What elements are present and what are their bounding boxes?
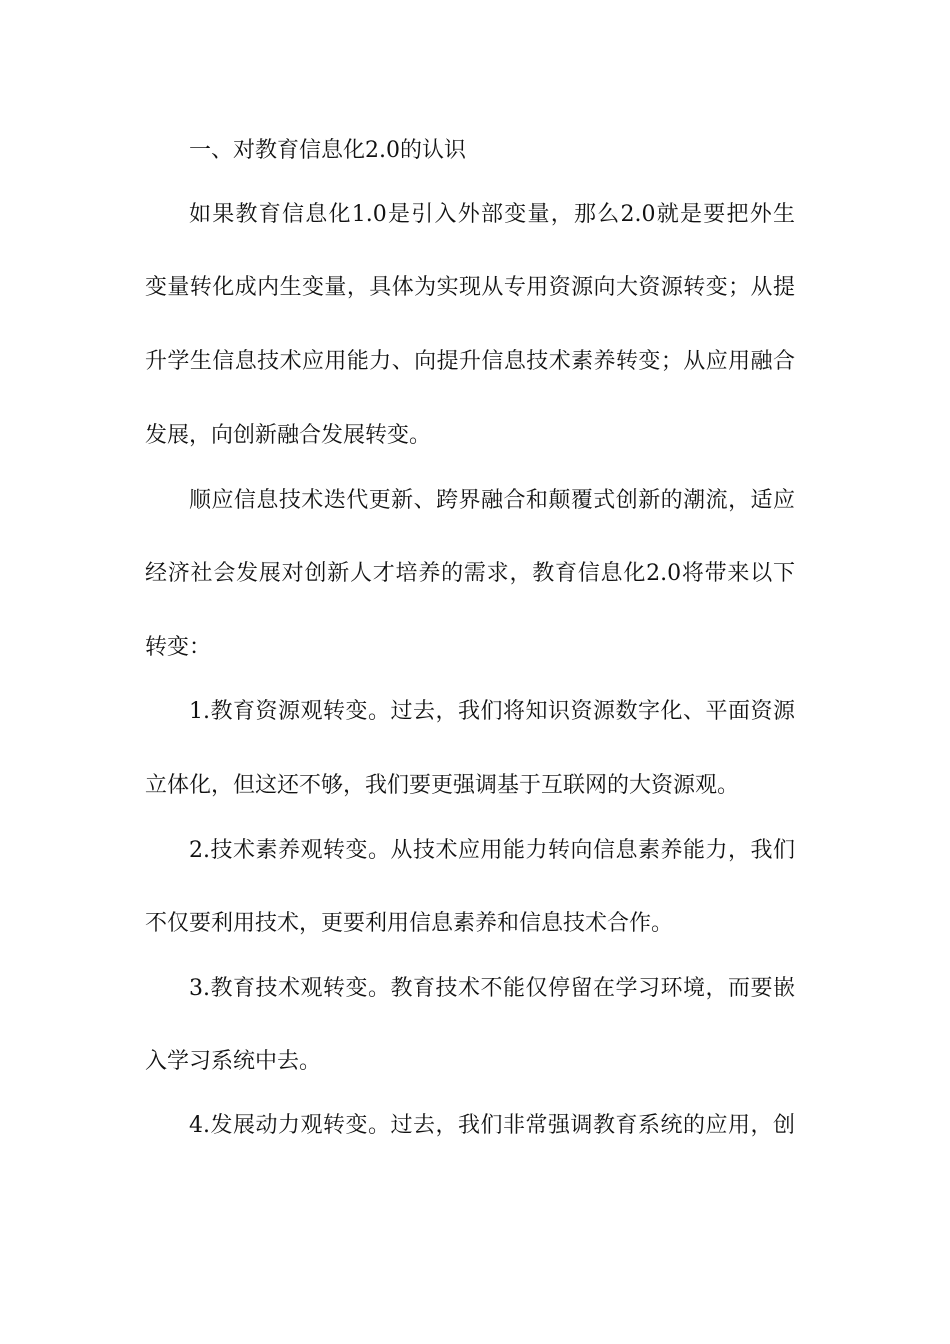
paragraph-line: 顺应信息技术迭代更新、跨界融合和颠覆式创新的潮流，适应 xyxy=(189,488,795,513)
list-item-line: 入学习系统中去。 xyxy=(145,1049,322,1074)
list-item-line: 4.发展动力观转变。过去，我们非常强调教育系统的应用，创 xyxy=(189,1113,795,1138)
paragraph-line: 经济社会发展对创新人才培养的需求，教育信息化2.0将带来以下 xyxy=(145,561,795,586)
list-item-line: 1.教育资源观转变。过去，我们将知识资源数字化、平面资源 xyxy=(189,699,795,724)
list-item-line: 3.教育技术观转变。教育技术不能仅停留在学习环境，而要嵌 xyxy=(189,976,795,1001)
paragraph-line: 变量转化成内生变量，具体为实现从专用资源向大资源转变；从提 xyxy=(145,275,795,300)
section-heading: 一、对教育信息化2.0的认识 xyxy=(189,138,466,163)
paragraph-line: 如果教育信息化1.0是引入外部变量，那么2.0就是要把外生 xyxy=(189,202,795,227)
paragraph-line: 升学生信息技术应用能力、向提升信息技术素养转变；从应用融合 xyxy=(145,349,795,374)
list-item-line: 2.技术素养观转变。从技术应用能力转向信息素养能力，我们 xyxy=(189,838,795,863)
list-item-line: 立体化，但这还不够，我们要更强调基于互联网的大资源观。 xyxy=(145,773,740,798)
paragraph-line: 转变： xyxy=(145,635,212,660)
paragraph-line: 发展，向创新融合发展转变。 xyxy=(145,423,432,448)
list-item-line: 不仅要利用技术，更要利用信息素养和信息技术合作。 xyxy=(145,911,674,936)
